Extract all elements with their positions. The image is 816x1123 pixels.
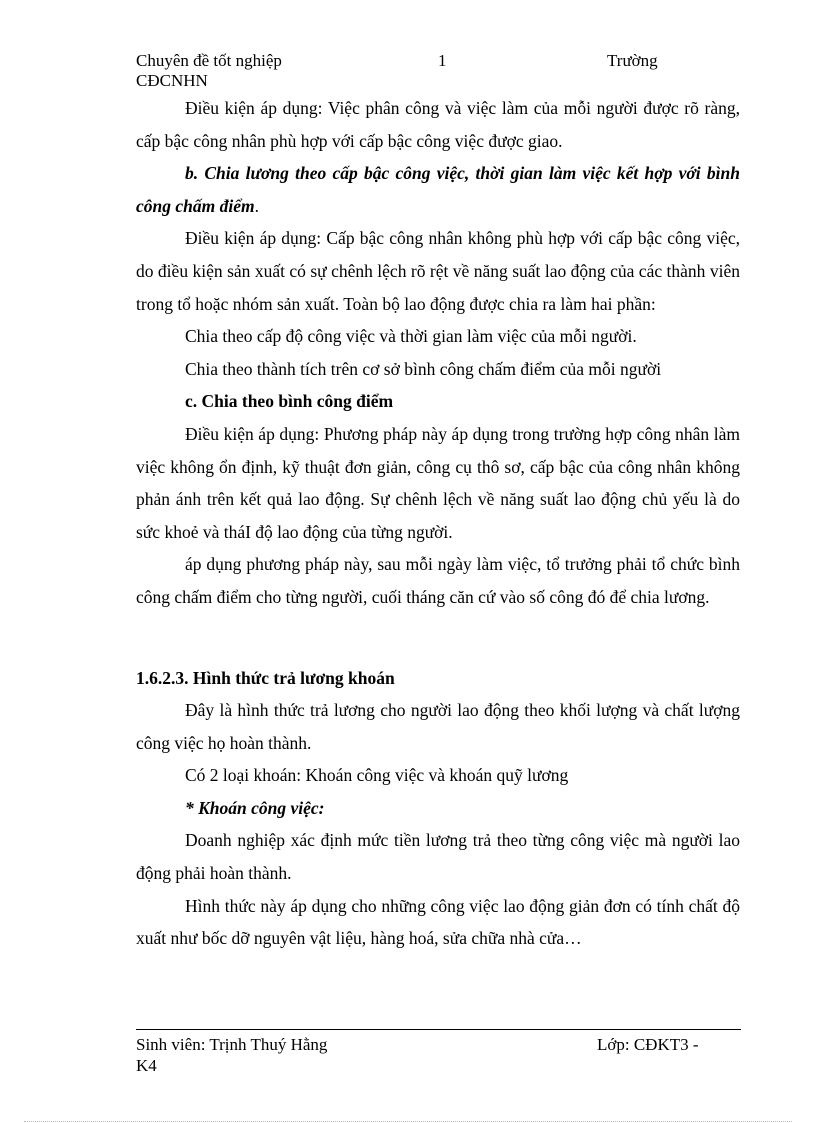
- subheading-c: c. Chia theo bình công điểm: [185, 391, 394, 412]
- paragraph: Điều kiện áp dụng: Cấp bậc công nhân không phù hợp với cấp bậc công việc, do điều kiện sản xuất có sự chênh lệch rõ rệt về năng suất lao động của các thành viên trong tổ hoặc nhóm sản xuất. Toàn bộ lao động được chia ra làm hai phần:: [136, 228, 740, 314]
- spacer: [136, 614, 740, 662]
- paragraph: áp dụng phương pháp này, sau mỗi ngày làm việc, tổ trưởng phải tổ chức bình công chấm điểm cho từng người, cuối tháng căn cứ vào số công đó để chia lương.: [136, 554, 740, 607]
- paragraph: Chia theo cấp độ công việc và thời gian làm việc của mỗi người.: [185, 326, 637, 347]
- footer-left-line2: K4: [136, 1056, 157, 1075]
- header-left: Chuyên đề tốt nghiệp: [136, 51, 282, 70]
- header-left-line2: CĐCNHN: [136, 71, 208, 90]
- footer-left: Sinh viên: Trịnh Thuý Hằng: [136, 1035, 328, 1054]
- section-heading: 1.6.2.3. Hình thức trả lương khoán: [136, 667, 395, 688]
- subheading-b: [136, 157, 740, 222]
- paragraph: Hình thức này áp dụng cho những công việc lao động giản đơn có tính chất độ xuất như bốc dỡ nguyên vật liệu, hàng hoá, sửa chữa nhà cửa…: [136, 895, 740, 949]
- paragraph: Doanh nghiệp xác định mức tiền lương trả theo từng công việc mà người lao động phải hoàn thành.: [136, 830, 740, 884]
- paragraph: Chia theo thành tích trên cơ sở bình công chấm điểm của mỗi người: [185, 358, 662, 379]
- header-right: Trường: [607, 51, 658, 70]
- paragraph: Có 2 loại khoán: Khoán công việc và khoán quỹ lương: [185, 765, 569, 786]
- header-page-number: 1: [438, 51, 447, 70]
- paragraph: Đây là hình thức trả lương cho người lao động theo khối lượng và chất lượng công việc họ hoàn thành.: [136, 700, 740, 753]
- subheading-b-text: b. Chia lương theo cấp bậc công việc, thời gian làm việc kết hợp với bình công chấm điểm: [136, 163, 740, 216]
- body-text: [136, 92, 740, 955]
- paragraph: Điều kiện áp dụng: Việc phân công và việc làm của mỗi người được rõ ràng, cấp bậc công nhân phù hợp với cấp bậc công việc được giao.: [136, 98, 740, 151]
- footer-divider: [136, 1029, 741, 1030]
- paragraph: Điều kiện áp dụng: Phương pháp này áp dụng trong trường hợp công nhân làm việc không ổn định, kỹ thuật đơn giản, công cụ thô sơ, cấp bậc của công nhân không phản ánh trên kết quả lao động. Sự chênh lệch về năng suất lao động chủ yếu là do sức khoẻ và tháI độ lao động của từng người.: [136, 423, 740, 542]
- subheading-b-tail: .: [254, 195, 259, 216]
- subheading-khoan: * Khoán công việc:: [185, 797, 325, 818]
- page-edge-dotted: [24, 1121, 792, 1122]
- footer-right: Lớp: CĐKT3 -: [597, 1035, 699, 1054]
